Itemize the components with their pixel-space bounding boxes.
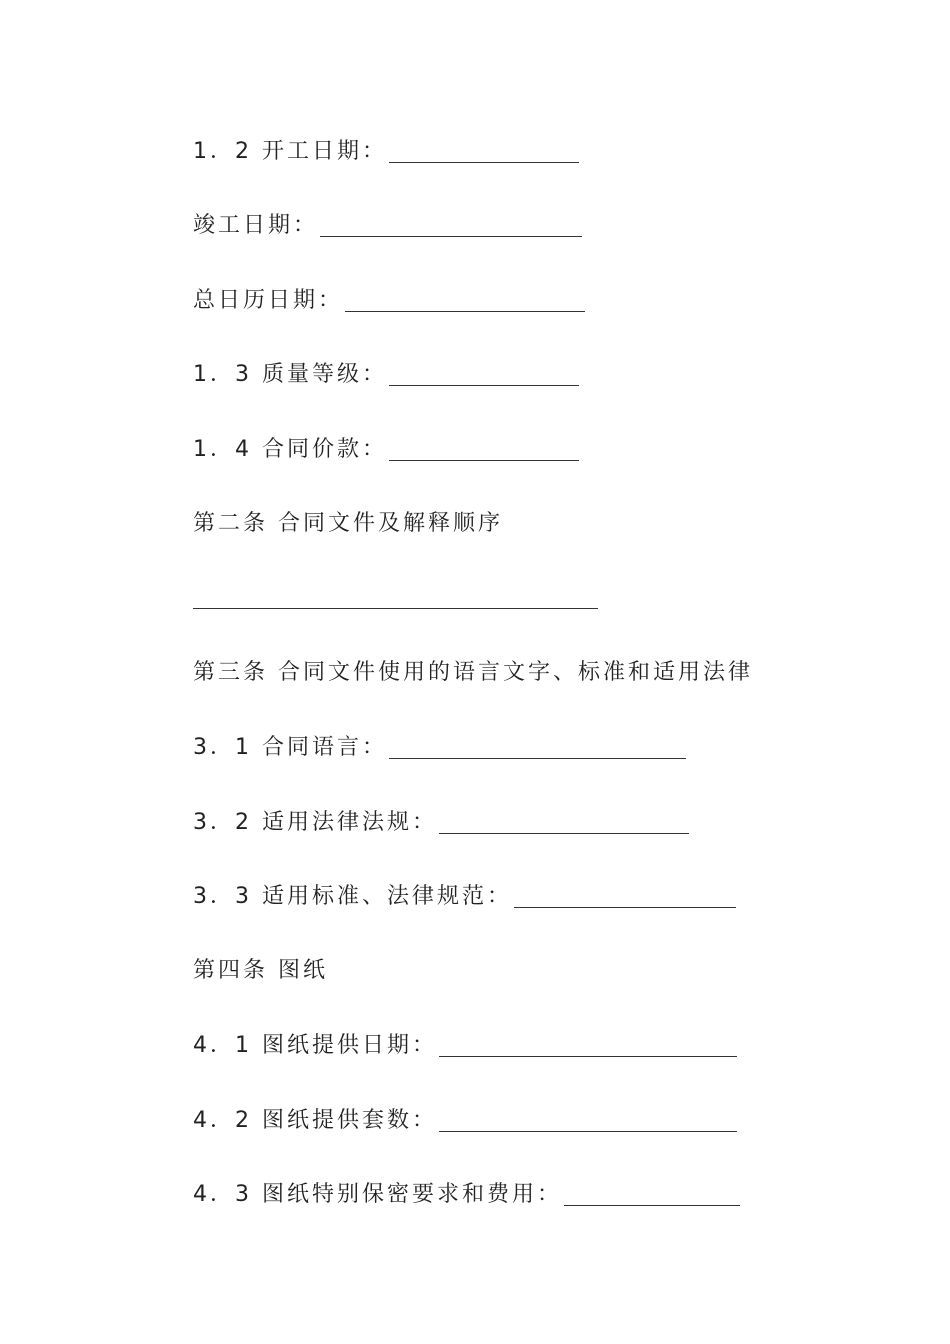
total-calendar-days-blank[interactable] xyxy=(345,289,585,312)
article-three-heading xyxy=(193,658,753,688)
completion-date-blank[interactable] xyxy=(320,214,582,237)
article-four-heading xyxy=(193,956,328,986)
drawings-confidentiality-label: 4．3 图纸特别保密要求和费用： xyxy=(193,1182,562,1207)
article-two-heading xyxy=(193,509,503,539)
total-calendar-days-line xyxy=(193,286,585,316)
article-two-title: 第二条 合同文件及解释顺序 xyxy=(193,511,503,536)
drawings-date-line xyxy=(193,1031,737,1061)
total-calendar-days-label: 总日历日期： xyxy=(193,288,344,313)
drawings-sets-label: 4．2 图纸提供套数： xyxy=(193,1108,437,1133)
applicable-law-label: 3．2 适用法律法规： xyxy=(193,810,437,835)
quality-grade-line xyxy=(193,360,579,390)
article-four-title: 第四条 图纸 xyxy=(193,958,328,983)
contract-price-line xyxy=(193,435,579,465)
article-two-blank[interactable] xyxy=(193,607,598,609)
contract-language-blank[interactable] xyxy=(389,736,686,759)
quality-grade-blank[interactable] xyxy=(389,363,579,386)
applicable-law-blank[interactable] xyxy=(439,811,689,834)
start-date-blank[interactable] xyxy=(389,140,579,163)
completion-date-label: 竣工日期： xyxy=(193,213,319,238)
drawings-confidentiality-blank[interactable] xyxy=(564,1183,740,1206)
contract-price-blank[interactable] xyxy=(389,438,579,461)
start-date-label: 1．2 开工日期： xyxy=(193,139,387,164)
drawings-date-blank[interactable] xyxy=(439,1034,737,1057)
contract-language-line xyxy=(193,733,686,763)
drawings-confidentiality-line xyxy=(193,1180,740,1210)
contract-language-label: 3．1 合同语言： xyxy=(193,735,387,760)
applicable-standards-label: 3．3 适用标准、法律规范： xyxy=(193,884,512,909)
applicable-standards-line xyxy=(193,882,736,912)
quality-grade-label: 1．3 质量等级： xyxy=(193,362,387,387)
contract-price-label: 1．4 合同价款： xyxy=(193,437,387,462)
applicable-standards-blank[interactable] xyxy=(514,885,736,908)
start-date-line xyxy=(193,137,579,167)
article-three-title: 第三条 合同文件使用的语言文字、标准和适用法律 xyxy=(193,660,753,685)
completion-date-line xyxy=(193,211,582,241)
drawings-sets-blank[interactable] xyxy=(439,1109,737,1132)
drawings-sets-line xyxy=(193,1106,737,1136)
drawings-date-label: 4．1 图纸提供日期： xyxy=(193,1033,437,1058)
applicable-law-line xyxy=(193,808,689,838)
